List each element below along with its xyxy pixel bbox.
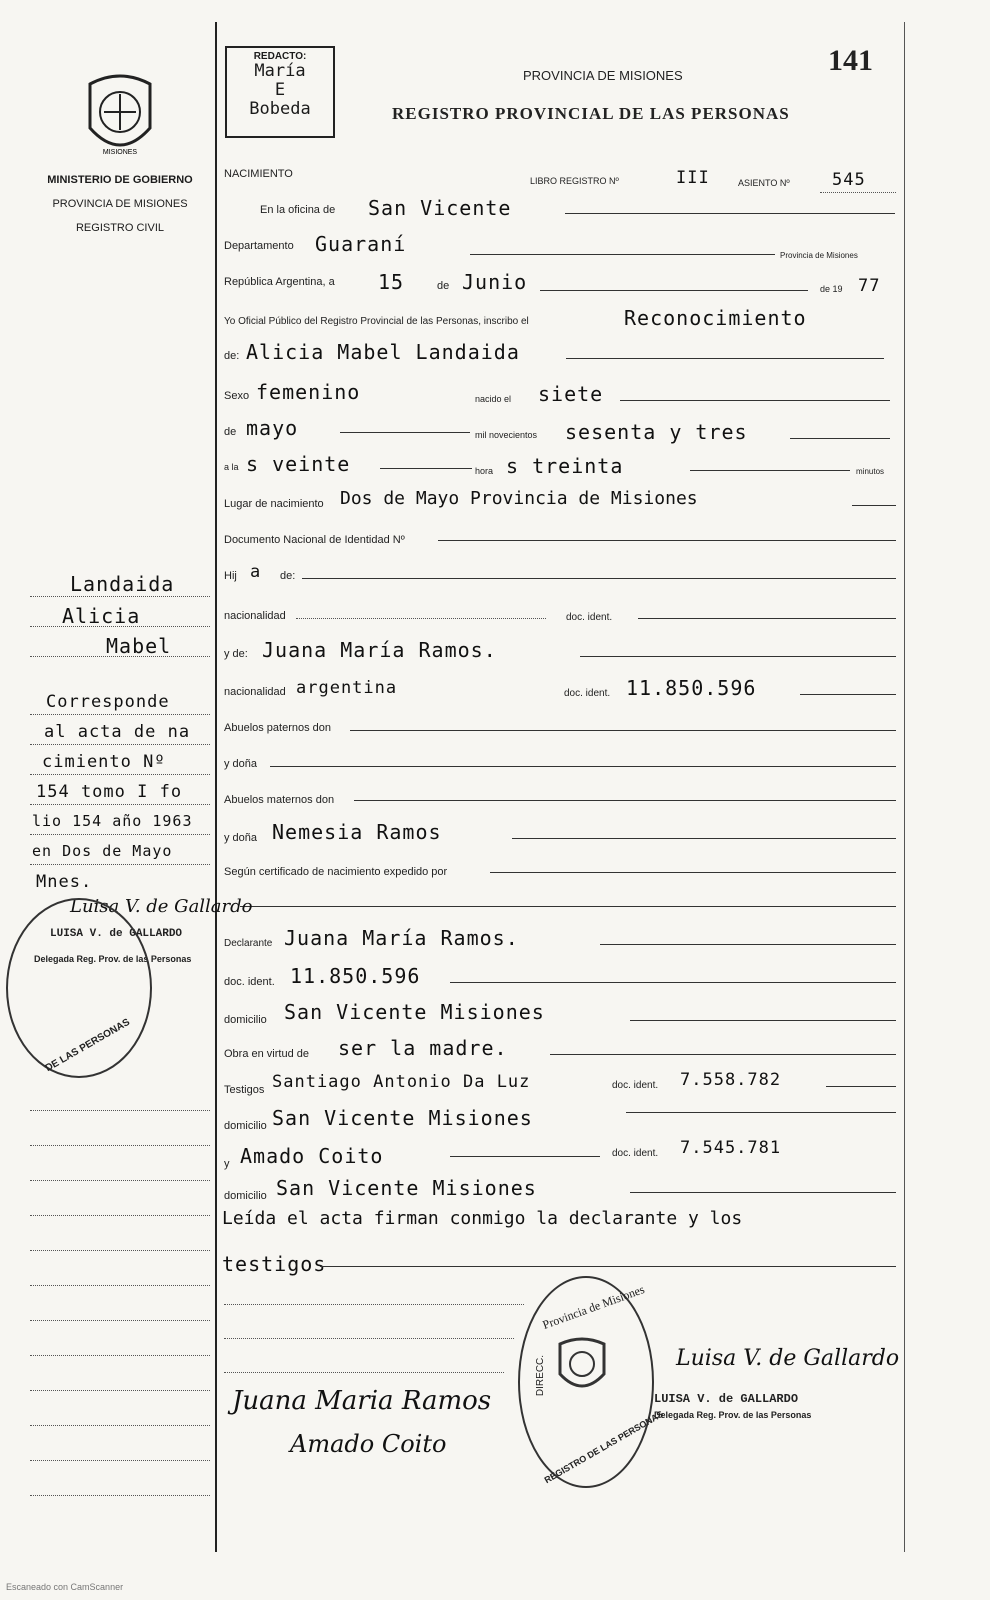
libro-value: III (676, 168, 710, 188)
redacto-label: REDACTO: (253, 51, 307, 62)
year-value: 77 (858, 276, 881, 296)
asiento-label: ASIENTO Nº (738, 178, 790, 188)
lugar-value: Dos de Mayo Provincia de Misiones (340, 488, 698, 509)
nacionalidad-line-1 (296, 618, 546, 619)
redacto-name-2: E (274, 80, 286, 100)
margin-name-1: Alicia (62, 604, 141, 628)
ydona-label-1: y doña (224, 758, 258, 770)
ydona-label-2: y doña (224, 832, 258, 844)
margin-official-name: LUISA V. de GALLARDO (50, 928, 183, 940)
margin-line-right (904, 22, 905, 1552)
margin-rule-7 (30, 804, 210, 805)
doc-ident-label-3: doc. ident. (224, 976, 275, 988)
madre-value: Juana María Ramos. (262, 638, 497, 662)
month-line (540, 290, 808, 291)
domicilio2-value: San Vicente Misiones (272, 1106, 533, 1130)
margin-note-6: en Dos de Mayo (32, 842, 173, 860)
oficina-label: En la oficina de (260, 204, 336, 216)
domicilio3-value: San Vicente Misiones (276, 1176, 537, 1200)
abuelos-maternos-line (354, 800, 896, 801)
margin-rule-10 (30, 1110, 210, 1111)
hour-line (380, 468, 472, 469)
page-number: 141 (828, 44, 873, 77)
inscribo-value: Reconocimiento (624, 306, 807, 330)
official-name: LUISA V. de GALLARDO (654, 1392, 799, 1406)
hora-label: hora (475, 466, 494, 476)
nacido-value: siete (538, 382, 604, 406)
official-signature: Luisa V. de Gallardo (676, 1346, 900, 1371)
name-value: Alicia Mabel Landaida (246, 340, 520, 364)
domicilio-line-3 (630, 1192, 896, 1193)
seal-text: MISIONES (102, 149, 138, 156)
abuela-materna-value: Nemesia Ramos (272, 820, 442, 844)
yde-label: y de: (224, 648, 248, 660)
abuelos-paternos-label: Abuelos paternos don (224, 722, 332, 734)
republica-label: República Argentina, a (224, 276, 335, 288)
dni-label: Documento Nacional de Identidad Nº (224, 534, 405, 546)
margin-line-left (215, 22, 217, 1552)
oficina-value: San Vicente (368, 196, 512, 220)
province-title: PROVINCIA DE MISIONES (523, 68, 683, 83)
margin-note-5: lio 154 año 1963 (32, 812, 193, 830)
margin-rule-11 (30, 1145, 210, 1146)
margin-rule-15 (30, 1285, 210, 1286)
mother-signature: Juana Maria Ramos (232, 1386, 492, 1416)
scanner-footer: Escaneado con CamScanner (6, 1582, 124, 1592)
departamento-line (470, 254, 775, 255)
nacionalidad-label-1: nacionalidad (224, 610, 286, 622)
mil-label: mil novecientos (475, 430, 538, 440)
doc-madre-line (800, 694, 896, 695)
ministry-province-label: PROVINCIA DE MISIONES (52, 198, 188, 210)
year-suffix: de 19 (820, 284, 843, 294)
margin-rule-13 (30, 1215, 210, 1216)
minutes-value: s treinta (506, 454, 624, 478)
month-birth-line (340, 432, 470, 433)
doc-madre-value: 11.850.596 (626, 676, 757, 700)
civil-registry-label: REGISTRO CIVIL (75, 222, 165, 234)
margin-rule-9 (30, 864, 210, 865)
nacionalidad-label-2: nacionalidad (224, 686, 286, 698)
de-label-1: de (437, 280, 450, 292)
testigo2-line (450, 1156, 600, 1157)
domicilio-line-2 (626, 1112, 896, 1113)
declarante-label: Declarante (224, 938, 273, 949)
oficina-line (565, 213, 895, 214)
testigo2-doc: 7.545.781 (680, 1138, 782, 1158)
doc-ident-label-4: doc. ident. (612, 1080, 659, 1091)
testigo1-line (826, 1086, 896, 1087)
margin-rule-14 (30, 1250, 210, 1251)
provincia-suffix: Provincia de Misiones (780, 251, 858, 260)
redacto-stamp (225, 46, 335, 138)
doc-ident-label-1: doc. ident. (566, 612, 613, 623)
act-type-label: NACIMIENTO (224, 168, 293, 180)
lugar-label: Lugar de nacimiento (224, 498, 324, 510)
padre-line (302, 578, 896, 579)
lugar-line (852, 505, 896, 506)
blank-line-1 (240, 906, 896, 907)
doc-ident-label-5: doc. ident. (612, 1148, 659, 1159)
hij-value: a (250, 562, 262, 582)
declarante-line (600, 944, 896, 945)
sexo-label: Sexo (224, 390, 250, 402)
witness-signature: Amado Coito (290, 1430, 447, 1458)
sexo-value: femenino (256, 380, 361, 404)
margin-note-4: 154 tomo I fo (36, 782, 183, 802)
margin-note-3: cimiento Nº (42, 752, 166, 772)
doc-padre-line (638, 618, 896, 619)
day-value: 15 (378, 270, 405, 294)
testigos-label: Testigos (224, 1084, 265, 1096)
de-label-2: de: (224, 350, 240, 362)
margin-rule-2 (30, 626, 210, 627)
ministry-label: MINISTERIO DE GOBIERNO (47, 174, 193, 186)
nacido-line (620, 400, 890, 401)
doc-declarante-value: 11.850.596 (290, 964, 421, 988)
minutos-label: minutos (856, 467, 885, 476)
margin-name-2: Mabel (106, 634, 172, 658)
year-birth-line (790, 438, 890, 439)
margin-surname: Landaida (70, 572, 175, 596)
coat-of-arms-seal (82, 72, 158, 160)
segun-label: Según certificado de nacimiento expedido por (224, 866, 448, 878)
declarante-value: Juana María Ramos. (284, 926, 519, 950)
margin-rule-6 (30, 774, 210, 775)
domicilio-label-2: domicilio (224, 1120, 267, 1132)
leida-line (320, 1266, 896, 1267)
margin-rule-8 (30, 834, 210, 835)
margin-note-2: al acta de na (44, 722, 191, 742)
alas-label: a la (224, 462, 239, 472)
madre-line (580, 656, 896, 657)
registry-seal-top: Provincia de Misiones (540, 1282, 647, 1332)
margin-stamp-text: DE LAS PERSONAS (43, 1016, 132, 1075)
margin-rule-17 (30, 1355, 210, 1356)
margin-signature: Luisa V. de Gallardo (70, 896, 253, 917)
blank-line-2 (224, 1304, 524, 1305)
doc-declarante-line (450, 982, 896, 983)
blank-line-4 (224, 1372, 504, 1373)
hij-label: Hij (224, 570, 237, 582)
registry-seal-bottom: REGISTRO DE LAS PERSONAS (542, 1408, 665, 1486)
domicilio-label-3: domicilio (224, 1190, 267, 1202)
domicilio-value: San Vicente Misiones (284, 1000, 545, 1024)
redacto-name-1: María (254, 61, 306, 81)
official-title: Delegada Reg. Prov. de las Personas (654, 1410, 812, 1420)
redacto-name-3: Bobeda (249, 99, 311, 119)
doc-ident-label-2: doc. ident. (564, 688, 611, 699)
margin-rule-12 (30, 1180, 210, 1181)
year-birth-value: sesenta y tres (565, 420, 748, 444)
domicilio-line-1 (630, 1020, 896, 1021)
margin-rule-20 (30, 1460, 210, 1461)
margin-rule-19 (30, 1425, 210, 1426)
de-label-4: de: (280, 570, 296, 582)
abuela-paterna-line (270, 766, 896, 767)
abuela-materna-line (512, 838, 896, 839)
month-birth-value: mayo (246, 416, 299, 440)
margin-rule-4 (30, 714, 210, 715)
margin-rule-16 (30, 1320, 210, 1321)
libro-label: LIBRO REGISTRO Nº (530, 176, 619, 186)
leida-value: Leída el acta firman conmigo la declarante y los (222, 1208, 743, 1229)
margin-rule-21 (30, 1495, 210, 1496)
obra-value: ser la madre. (338, 1036, 508, 1060)
margin-rule-5 (30, 744, 210, 745)
name-line (566, 358, 884, 359)
testigo2-value: Amado Coito (240, 1144, 384, 1168)
obra-label: Obra en virtud de (224, 1048, 309, 1060)
oficial-label: Yo Oficial Público del Registro Provincial de las Personas, inscribo el (224, 316, 529, 327)
testigo1-doc: 7.558.782 (680, 1070, 782, 1090)
asiento-line (820, 192, 896, 193)
margin-rule-1 (30, 596, 210, 597)
margin-note-7: Mnes. (36, 872, 93, 892)
y-label: y (224, 1158, 230, 1170)
asiento-value: 545 (832, 170, 866, 190)
segun-line (490, 872, 896, 873)
blank-line-3 (224, 1338, 514, 1339)
registry-title: REGISTRO PROVINCIAL DE LAS PERSONAS (392, 104, 790, 123)
abuelos-maternos-label: Abuelos maternos don (224, 794, 335, 806)
dni-line (438, 540, 896, 541)
de-label-3: de (224, 426, 237, 438)
obra-line (550, 1054, 896, 1055)
leida-value-2: testigos (222, 1252, 327, 1276)
abuelos-paternos-line (350, 730, 896, 731)
nacionalidad-madre-value: argentina (296, 678, 398, 698)
domicilio-label-1: domicilio (224, 1014, 267, 1026)
departamento-value: Guaraní (315, 232, 407, 256)
testigo1-value: Santiago Antonio Da Luz (272, 1072, 531, 1092)
departamento-label: Departamento (224, 240, 294, 252)
margin-official-title: Delegada Reg. Prov. de las Personas (34, 954, 192, 964)
minutes-line (690, 470, 850, 471)
margin-note-1: Corresponde (46, 692, 170, 712)
nacido-label: nacido el (475, 394, 512, 404)
margin-rule-18 (30, 1390, 210, 1391)
registry-seal-emblem (556, 1336, 608, 1396)
registry-seal-side: DIRECC. (535, 1354, 547, 1397)
margin-rule-3 (30, 656, 210, 657)
month-value: Junio (462, 270, 528, 294)
hour-value: s veinte (246, 452, 351, 476)
